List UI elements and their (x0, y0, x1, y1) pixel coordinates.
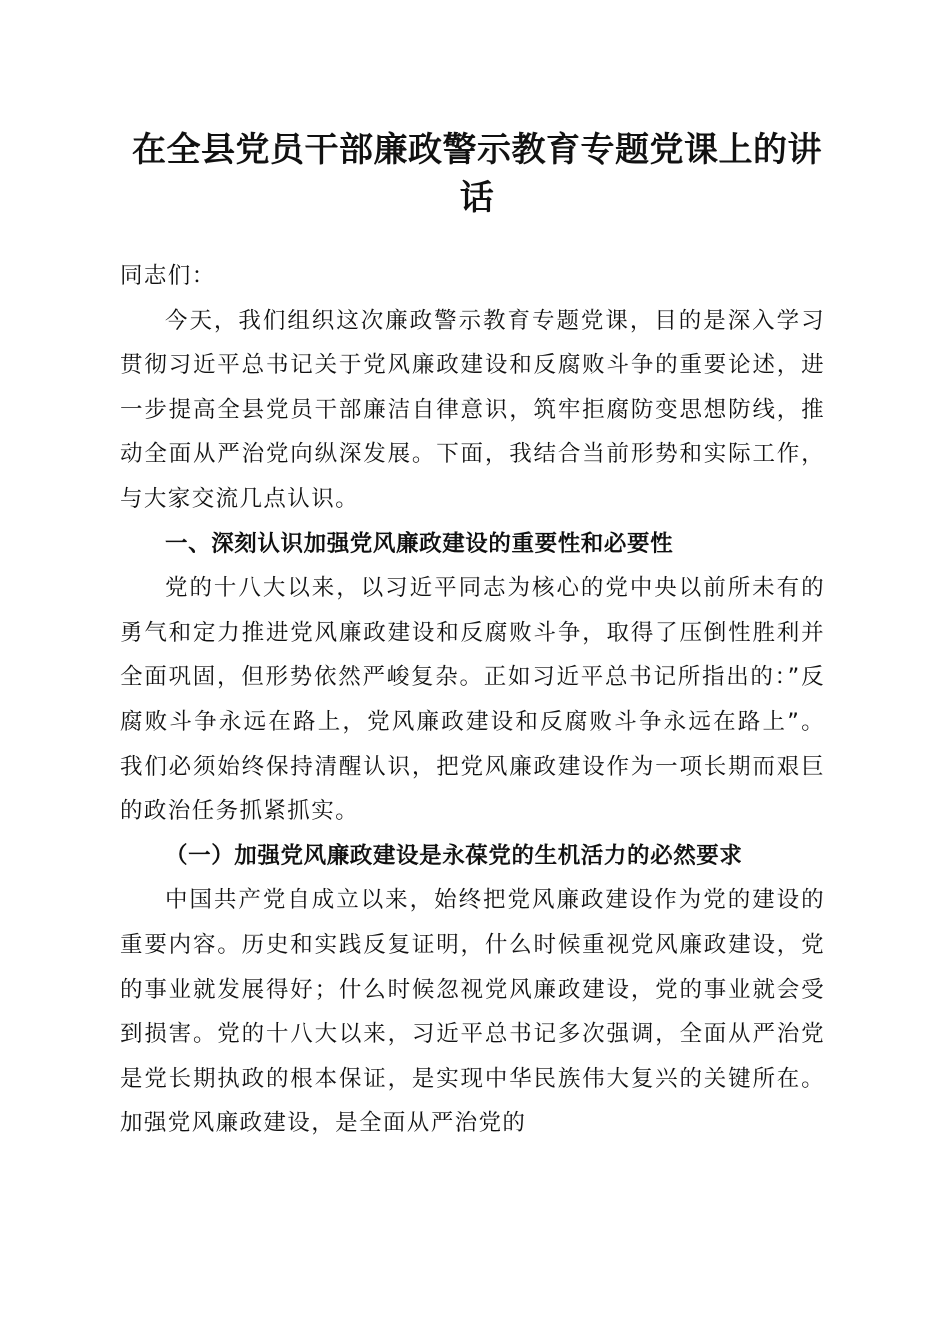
intro-paragraph: 今天，我们组织这次廉政警示教育专题党课，目的是深入学习贯彻习近平总书记关于党风廉政建设和反腐败斗争的重要论述，进一步提高全县党员干部廉洁自律意识，筑牢拒腐防变思想防线，推动全面从严治党向纵深发展。下面，我结合当前形势和实际工作，与大家交流几点认识。 (120, 307, 825, 512)
salutation: 同志们： (120, 263, 216, 289)
document-body (120, 254, 825, 1146)
subsection-heading-1: （一）加强党风廉政建设是永葆党的生机活力的必然要求 (165, 842, 743, 869)
subsection-1-paragraph: 中国共产党自成立以来，始终把党风廉政建设作为党的建设的重要内容。历史和实践反复证明，什么时候重视党风廉政建设，党的事业就发展得好；什么时候忽视党风廉政建设，党的事业就会受到损害。党的十八大以来，习近平总书记多次强调，全面从严治党是党长期执政的根本保证，是实现中华民族伟大复兴的关键所在。加强党风廉政建设，是全面从严治党的 (120, 887, 825, 1137)
section-heading-1: 一、深刻认识加强党风廉政建设的重要性和必要性 (165, 530, 674, 557)
document-title: 在全县党员干部廉政警示教育专题党课上的讲话 (132, 130, 822, 218)
section-1-paragraph: 党的十八大以来，以习近平同志为核心的党中央以前所未有的勇气和定力推进党风廉政建设和反腐败斗争，取得了压倒性胜利并全面巩固，但形势依然严峻复杂。正如习近平总书记所指出的：”反腐败斗争永远在路上，党风廉政建设和反腐败斗争永远在路上”。我们必须始终保持清醒认识，把党风廉政建设作为一项长期而艰巨的政治任务抓紧抓实。 (120, 575, 825, 825)
